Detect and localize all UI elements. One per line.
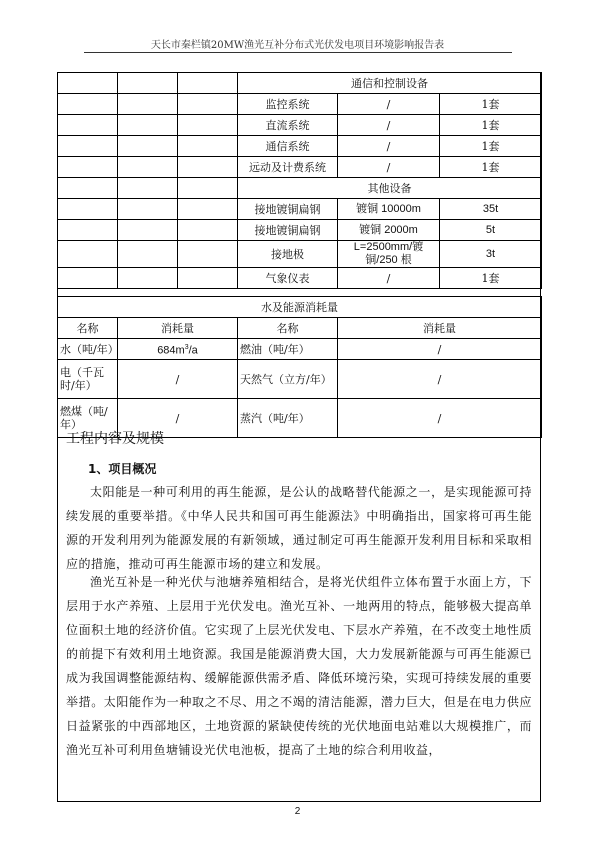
equip-name: 气象仪表 — [238, 268, 338, 289]
table-row — [58, 360, 542, 399]
equip-qty: 1套 — [440, 268, 542, 289]
equip-qty: 35t — [440, 199, 542, 220]
equip-spec: 镀铜 2000m — [338, 220, 440, 241]
group-header-comm: 通信和控制设备 — [238, 73, 542, 94]
table-row — [58, 157, 542, 178]
table-row — [58, 339, 542, 360]
table-row — [58, 297, 542, 318]
page-number: 2 — [294, 806, 301, 817]
energy-name-gas: 天然气（立方/年） — [238, 360, 338, 399]
table-row — [58, 115, 542, 136]
empty-cell — [58, 73, 118, 94]
energy-table — [57, 296, 542, 438]
energy-name-fuel: 燃油（吨/年） — [238, 339, 338, 360]
energy-value-coal: / — [118, 399, 238, 438]
equip-spec: / — [338, 94, 440, 115]
table-row — [58, 94, 542, 115]
subsection-title: 1、项目概况 — [88, 462, 157, 476]
table-row — [58, 73, 542, 94]
energy-value-steam: / — [338, 399, 542, 438]
equip-spec: / — [338, 157, 440, 178]
empty-cell — [178, 73, 238, 94]
table-row — [58, 220, 542, 241]
energy-value-water: $684m^3/a$ — [118, 339, 238, 360]
equip-name: 直流系统 — [238, 115, 338, 136]
col-header-amount: 消耗量 — [118, 318, 238, 339]
equip-qty: 3t — [440, 241, 542, 268]
energy-value-electricity: / — [118, 360, 238, 399]
empty-cell — [118, 73, 178, 94]
paragraph: 太阳能是一种可利用的再生能源，是公认的战略替代能源之一，是实现能源可持续发展的重要举措。《中华人民共和国可再生能源法》中明确指出，国家将可再生能源的开发利用列为能源发展的有新领域，通过制定可再生能源开发利用目标和采取相应的措施，推动可再生能源市场的建立和发展。 — [66, 485, 532, 571]
table-row — [58, 241, 542, 268]
group-header-other: 其他设备 — [238, 178, 542, 199]
energy-value-fuel: / — [338, 339, 542, 360]
equip-name: 监控系统 — [238, 94, 338, 115]
equip-name: 接地极 — [238, 241, 338, 268]
equip-qty: 5t — [440, 220, 542, 241]
equip-spec: 镀铜 10000m — [338, 199, 440, 220]
col-header-name: 名称 — [58, 318, 118, 339]
energy-name-coal: 燃煤（吨/年） — [58, 399, 118, 438]
equip-qty: 1套 — [440, 157, 542, 178]
energy-name-steam: 蒸汽（吨/年） — [238, 399, 338, 438]
energy-value-gas: / — [338, 360, 542, 399]
energy-name-water: 水（吨/年） — [58, 339, 118, 360]
equip-qty: 1套 — [440, 136, 542, 157]
energy-table-title: 水及能源消耗量 — [58, 297, 542, 318]
paragraph: 渔光互补是一种光伏与池塘养殖相结合，是将光伏组件立体布置于水面上方，下层用于水产养殖、上层用于光伏发电。渔光互补、一地两用的特点，能够极大提高单位面积土地的经济价值。它实现了上层光伏发电、下层水产养殖，在不改变土地性质的前提下有效利用土地资源。我国是能源消费大国，大力发展新能源与可再生能源已成为我国调整能源结构、缓解能源供需矛盾、降低环境污染，实现可持续发展的重要举措。太阳能作为一种取之不尽、用之不竭的清洁能源，潜力巨大，但是在电力供应日益紧张的中西部地区，土地资源的紧缺使传统的光伏地面电站难以大规模推广，而渔光互补可利用鱼塘铺设光伏电池板，提高了土地的综合利用收益， — [66, 575, 532, 757]
header-rule — [84, 52, 512, 53]
table-row — [58, 318, 542, 339]
energy-name-electricity: 电（千瓦时/年） — [58, 360, 118, 399]
equip-name: 通信系统 — [238, 136, 338, 157]
equipment-table — [57, 72, 542, 289]
equip-spec: / — [338, 268, 440, 289]
col-header-name: 名称 — [238, 318, 338, 339]
equip-name: 接地镀铜扁钢 — [238, 220, 338, 241]
equip-spec: / — [338, 115, 440, 136]
equip-name: 远动及计费系统 — [238, 157, 338, 178]
equip-spec: / — [338, 136, 440, 157]
equip-spec: L=2500mm/镀铜/250 根 — [338, 241, 440, 268]
equip-qty: 1套 — [440, 115, 542, 136]
equip-qty: 1套 — [440, 94, 542, 115]
equip-name: 接地镀铜扁钢 — [238, 199, 338, 220]
table-row — [58, 178, 542, 199]
page-header: 天长市秦栏镇20MW渔光互补分布式光伏发电项目环境影响报告表 — [150, 40, 445, 51]
table-row — [58, 136, 542, 157]
col-header-amount: 消耗量 — [338, 318, 542, 339]
table-row — [58, 268, 542, 289]
table-row — [58, 199, 542, 220]
section-title: 工程内容及规模 — [66, 431, 164, 447]
